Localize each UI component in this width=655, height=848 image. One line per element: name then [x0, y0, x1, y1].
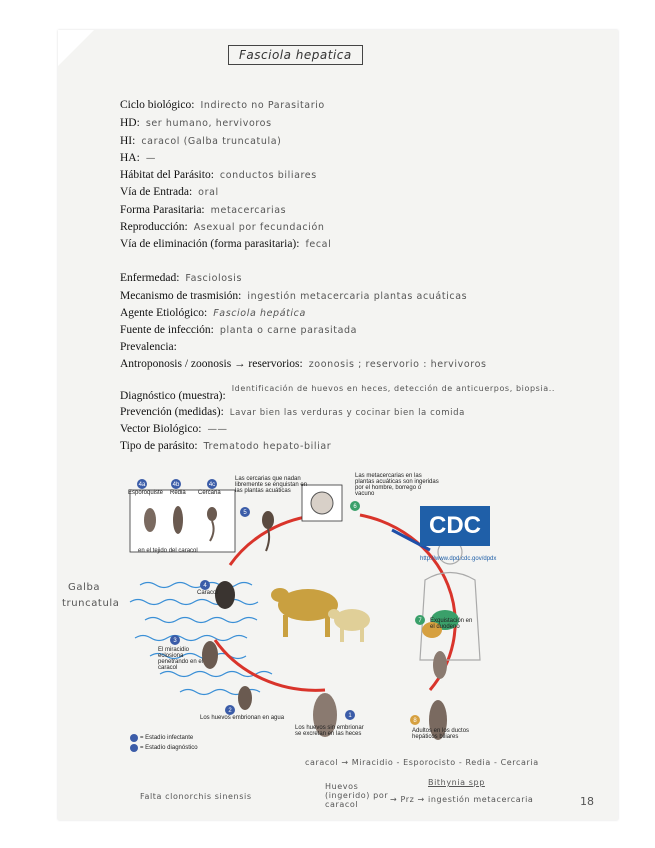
- field-ciclo: Ciclo biológico: Indirecto no Parasitario: [120, 99, 325, 111]
- legend: [130, 734, 138, 752]
- label-huevos-heces: Los huevos sin embrionar se excretan en las heces: [295, 725, 364, 737]
- page-number: 18: [580, 795, 594, 808]
- note-falta: Falta clonorchis sinensis: [140, 792, 252, 801]
- field-forma: Forma Parasitaria: metacercarias: [120, 204, 287, 216]
- svg-text:3: 3: [173, 638, 177, 644]
- note-bithynia: Bithynia spp: [428, 778, 485, 787]
- step-4a: 4a: [138, 482, 146, 488]
- label-esporoquiste: Esporoquiste: [128, 490, 164, 496]
- field-via-eliminacion: Vía de eliminación (forma parasitaria): fecal: [120, 238, 332, 250]
- label-caracol: Caracol: [197, 590, 218, 596]
- label-exquistacion: Exquistación en el duodeno: [430, 618, 473, 630]
- svg-text:2: 2: [228, 708, 232, 714]
- field-reproduccion: Reproducción: Asexual por fecundación: [120, 221, 325, 233]
- sheep-icon: [328, 609, 370, 642]
- life-cycle-diagram: [120, 470, 560, 760]
- field-antroponosis: Antroponosis / zoonosis → reservorios: zoonosis ; reservorio : hervivoros: [120, 358, 487, 370]
- note-galba: Galba: [68, 582, 101, 593]
- note-chain2: → Prz → ingestión metacercaria: [390, 795, 534, 804]
- note-huevos: Huevos (ingerido) por caracol: [325, 782, 389, 809]
- label-tejido: en el tejido del caracol: [138, 548, 198, 554]
- field-vector: Vector Biológico: ——: [120, 423, 228, 435]
- svg-text:7: 7: [418, 618, 422, 624]
- legend-infectante: = Estadío infectante: [140, 735, 194, 741]
- field-tipo: Tipo de parásito: Trematodo hepato-biliar: [120, 440, 332, 452]
- field-prevalencia: Prevalencia:: [120, 341, 177, 353]
- legend-diagnostico: = Estadío diagnóstico: [140, 745, 198, 751]
- label-metacercarias: Las metacercarias en las plantas acuáticas son ingeridas por el hombre, borrego o vacuno: [355, 473, 439, 497]
- svg-text:6: 6: [353, 504, 357, 510]
- field-enfermedad: Enfermedad: Fasciolosis: [120, 272, 243, 284]
- step-4b: 4b: [172, 482, 180, 488]
- cdc-url: http://www.dpd.cdc.gov/dpdx: [420, 556, 497, 562]
- field-via-entrada: Vía de Entrada: oral: [120, 186, 219, 198]
- svg-text:8: 8: [413, 718, 417, 724]
- water-waves: [130, 583, 272, 695]
- svg-text:4: 4: [203, 583, 207, 589]
- cow-icon: [271, 588, 338, 637]
- label-adultos: Adultos en los ductos hepáticos biliares: [412, 728, 470, 740]
- field-agente: Agente Etiológico: Fasciola hepática: [120, 307, 306, 319]
- label-redia: Redia: [170, 490, 186, 496]
- svg-text:5: 5: [243, 510, 247, 516]
- label-miracidio: El miracidio eclosiona penetrando en el caracol: [158, 647, 204, 671]
- field-habitat: Hábitat del Parásito: conductos biliares: [120, 169, 317, 181]
- field-mecanismo: Mecanismo de trasmisión: ingestión metacercaria plantas acuáticas: [120, 290, 468, 302]
- field-prevencion: Prevención (medidas): Lavar bien las verduras y cocinar bien la comida: [120, 406, 465, 418]
- field-ha: HA: —: [120, 152, 156, 164]
- field-hi: HI: caracol (Galba truncatula): [120, 135, 282, 147]
- page-corner: [58, 30, 94, 66]
- page-title: Fasciola hepatica: [228, 45, 363, 65]
- label-cercarias: Las cercarias que nadan libremente se enquistan en las plantas acuáticas: [235, 476, 308, 494]
- field-fuente: Fuente de infección: planta o carne parasitada: [120, 324, 358, 336]
- note-chain1: caracol → Miracidio - Esporocisto - Redia - Cercaria: [305, 758, 539, 767]
- snail-icon: [215, 581, 235, 609]
- label-huevos-agua: Los huevos embrionan en agua: [200, 715, 285, 721]
- note-truncatula: truncatula: [62, 598, 120, 609]
- svg-text:1: 1: [348, 713, 352, 719]
- label-cercaria: Cercaria: [198, 490, 221, 496]
- field-diagnostico: Diagnóstico (muestra):Identificación de huevos en heces, detección de anticuerpos, biopsia..: [120, 384, 556, 402]
- cdc-logo: CDC: [420, 506, 490, 546]
- step-4c: 4c: [208, 482, 216, 488]
- field-hd: HD: ser humano, hervivoros: [120, 117, 272, 129]
